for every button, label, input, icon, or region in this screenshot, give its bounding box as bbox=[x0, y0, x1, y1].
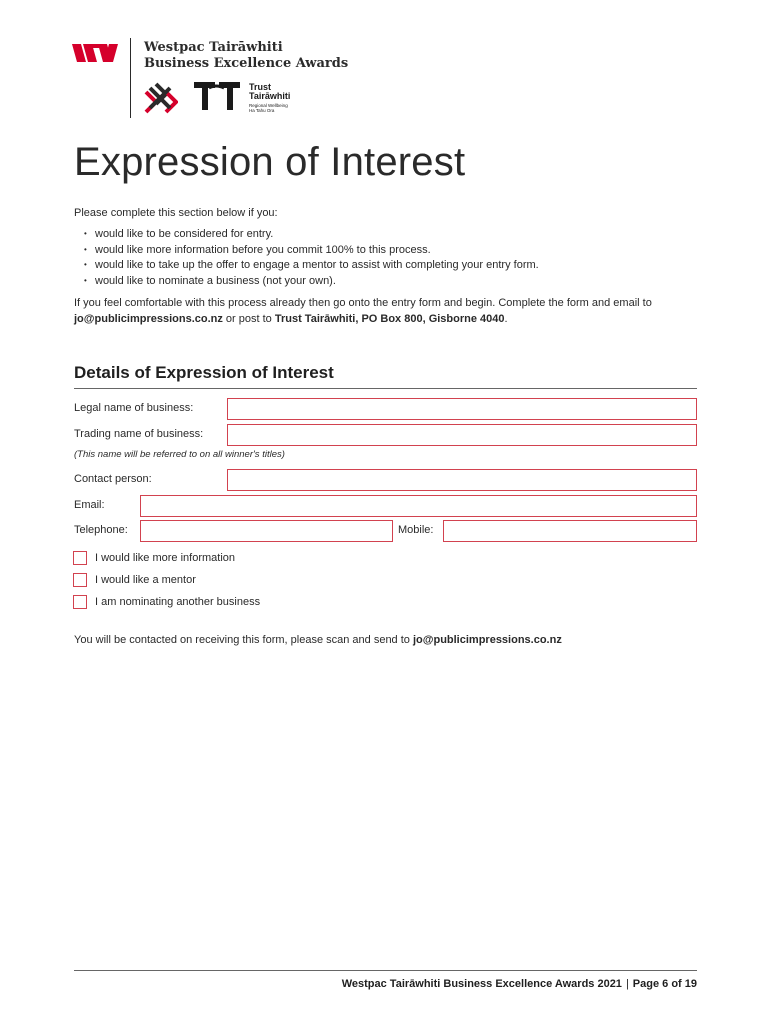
postal-address: Trust Tairāwhiti, PO Box 800, Gisborne 4040 bbox=[274, 312, 505, 325]
mobile-label: Mobile: bbox=[398, 524, 434, 536]
award-title bbox=[144, 40, 348, 72]
mentor-checkbox[interactable] bbox=[73, 573, 87, 587]
award-title-line1: Westpac Tairāwhiti bbox=[144, 40, 283, 55]
mentor-label: I would like a mentor bbox=[95, 574, 196, 586]
legal-name-input[interactable] bbox=[227, 398, 697, 420]
submission-email: jo@publicimpressions.co.nz bbox=[74, 312, 223, 325]
trust-tagline-line1: Regional Wellbeing bbox=[249, 103, 288, 108]
contact-note-text: You will be contacted on receiving this form, please scan and send to bbox=[74, 634, 413, 646]
paragraph-text-2: or post to bbox=[222, 312, 275, 325]
trading-name-label: Trading name of business: bbox=[74, 428, 204, 440]
trust-name-line2: Tairāwhiti bbox=[249, 91, 291, 101]
paragraph-text-1: If you feel comfortable with this process already then go onto the entry form and begin. Complete the form and email to bbox=[74, 297, 652, 309]
nominating-checkbox[interactable] bbox=[73, 595, 87, 609]
footer-divider bbox=[74, 970, 697, 971]
contact-note bbox=[74, 634, 562, 646]
telephone-input[interactable] bbox=[140, 520, 393, 542]
legal-name-label: Legal name of business: bbox=[74, 402, 194, 414]
trust-name-line1: Trust bbox=[249, 82, 272, 92]
email-input[interactable] bbox=[140, 495, 697, 517]
trading-name-input[interactable] bbox=[227, 424, 697, 446]
trust-tagline-line2: Ha Tahu Ora bbox=[249, 108, 275, 113]
footer-separator: | bbox=[625, 978, 629, 990]
email-label: Email: bbox=[74, 499, 105, 511]
page-number: Page 6 of 19 bbox=[632, 978, 697, 990]
footer-title: Westpac Tairāwhiti Business Excellence Awards 2021 bbox=[341, 978, 622, 990]
mobile-input[interactable] bbox=[443, 520, 697, 542]
more-information-label: I would like more information bbox=[95, 552, 236, 564]
bullet-item: • would like to take up the offer to engage a mentor to assist with completing your entry form. bbox=[84, 257, 539, 273]
trust-logo-text bbox=[249, 83, 290, 113]
bullet-item: • would like to be considered for entry. bbox=[84, 226, 539, 242]
paragraph-text-3: . bbox=[504, 312, 508, 325]
page-footer bbox=[342, 978, 697, 990]
telephone-label: Telephone: bbox=[74, 524, 128, 536]
section-divider bbox=[74, 388, 697, 389]
more-information-checkbox[interactable] bbox=[73, 551, 87, 565]
woven-pattern-logo-icon bbox=[142, 82, 178, 114]
contact-person-input[interactable] bbox=[227, 469, 697, 491]
contact-note-email: jo@publicimpressions.co.nz bbox=[412, 634, 562, 646]
westpac-logo-icon bbox=[72, 44, 118, 62]
contact-person-label: Contact person: bbox=[74, 473, 152, 485]
page-title: Expression of Interest bbox=[74, 140, 466, 184]
bullet-item: • would like more information before you commit 100% to this process. bbox=[84, 242, 539, 258]
trading-name-note: (This name will be referred to on all winner's titles) bbox=[74, 449, 285, 460]
award-title-line2: Business Excellence Awards bbox=[144, 56, 349, 71]
nominating-label: I am nominating another business bbox=[95, 596, 261, 608]
intro-text: Please complete this section below if you: bbox=[74, 207, 278, 219]
header-divider bbox=[130, 38, 131, 118]
bullet-item: • would like to nominate a business (not your own). bbox=[84, 273, 539, 289]
bullet-list bbox=[84, 226, 539, 288]
section-title: Details of Expression of Interest bbox=[74, 363, 334, 382]
instructions-paragraph bbox=[74, 296, 704, 327]
trust-tairawhiti-logo-icon bbox=[194, 82, 240, 110]
